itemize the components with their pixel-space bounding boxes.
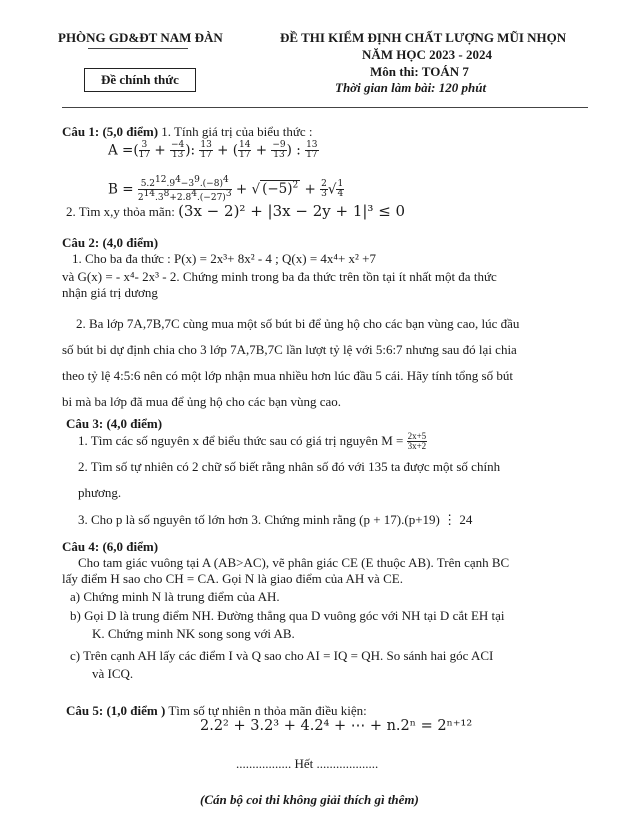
q4-intro-line2: lấy điểm H sao cho CH = CA. Gọi N là giao điểm của AH và CE. bbox=[62, 571, 403, 586]
q2-p1-line1: 1. Cho ba đa thức : P(x) = 2x³+ 8x² - 4 ; Q(x) = 4x⁴+ x² +7 bbox=[72, 251, 377, 266]
header-divider bbox=[62, 107, 588, 108]
q4-part-b-line2: K. Chứng minh NK song song với AB. bbox=[92, 626, 295, 641]
q3-title: Câu 3: (4,0 điểm) bbox=[66, 416, 163, 431]
q3-m-numerator: 2x+5 bbox=[407, 431, 427, 441]
q2-p2-line4: bi mà ba lớp đã mua để ủng hộ cho các bạn vùng cao. bbox=[62, 394, 342, 409]
q2-p2-line2: số bút bi dự định chia cho 3 lớp 7A,7B,7C lần lượt tỷ lệ với 5:6:7 nhưng sau đó lại chia bbox=[62, 342, 517, 357]
q1-part2 bbox=[66, 202, 405, 220]
q4-part-c-line2: và ICQ. bbox=[92, 666, 134, 681]
department-underline bbox=[88, 48, 188, 49]
q1-expression-b: B = $\frac{5.2^{12}.9^4-3^9.(-8)^4}{2^{14}.3^8+2.8^4.(-27)^3}$ + √ $(-5)^2$ + $\frac{2}{3}$ √ $\frac{1}{4}$ bbox=[108, 175, 344, 204]
q1-b-label: B = bbox=[108, 181, 134, 198]
q3-m-fraction bbox=[407, 432, 428, 452]
q1-part1: 1. Tính giá trị của biểu thức : bbox=[161, 124, 313, 139]
q4-title: Câu 4: (6,0 điểm) bbox=[62, 539, 159, 554]
exam-subject: Môn thi: TOÁN 7 bbox=[370, 64, 469, 79]
q1-title: Câu 1: (5,0 điểm) bbox=[62, 124, 159, 139]
q1-expression-a: A =( $\frac{3}{17}$ + $\frac{-4}{13}$ ): $\frac{13}{17}$ + ( $\frac{14}{17}$ + $\frac{-9}{13}$ ) : $\frac{13}{17}$ bbox=[108, 140, 318, 161]
q1-line bbox=[62, 124, 313, 140]
q3-p2-line2: phương. bbox=[78, 485, 122, 500]
exam-duration: Thời gian làm bài: 120 phút bbox=[335, 80, 487, 95]
q2-p2-line1: 2. Ba lớp 7A,7B,7C cùng mua một số bút bi để ủng hộ cho các bạn vùng cao, lúc đầu bbox=[76, 316, 520, 331]
school-year: NĂM HỌC 2023 - 2024 bbox=[362, 47, 492, 62]
q5-title: Câu 5: (1,0 điểm ) bbox=[66, 703, 166, 718]
q1-part2-expr: (3x − 2)² + |3x − 2y + 1|³ ≤ 0 bbox=[178, 202, 406, 220]
q3-m-denominator: 3x+2 bbox=[407, 441, 427, 452]
q5-expression: 2.2² + 3.2³ + 4.2⁴ + ⋯ + n.2ⁿ = 2ⁿ⁺¹² bbox=[200, 718, 473, 734]
q4-part-a: a) Chứng minh N là trung điểm của AH. bbox=[70, 589, 280, 604]
q1-a-label: A = bbox=[108, 142, 134, 159]
q2-p2-line3: theo tỷ lệ 4:5:6 nên có một lớp nhận mua nhiều hơn lúc đầu 5 cái. Hãy tính tổng số bút bbox=[62, 368, 513, 383]
q4-part-c-line1: c) Trên cạnh AH lấy các điểm I và Q sao cho AI = IQ = QH. So sánh hai góc ACI bbox=[70, 648, 494, 663]
q5-text: Tìm số tự nhiên n thỏa mãn điều kiện: bbox=[168, 703, 367, 718]
department-name: PHÒNG GD&ĐT NAM ĐÀN bbox=[58, 30, 223, 45]
q3-p3: 3. Cho p là số nguyên tố lớn hơn 3. Chứng minh rằng (p + 17).(p+19) ⋮ 24 bbox=[78, 512, 473, 527]
q2-p1-line3: nhận giá trị dương bbox=[62, 285, 158, 300]
q3-p2-line1: 2. Tìm số tự nhiên có 2 chữ số biết rằng nhân số đó với 135 ta được một số chính bbox=[78, 459, 501, 474]
q5-line bbox=[66, 703, 367, 719]
q4-part-b-line1: b) Gọi D là trung điểm NH. Đường thẳng qua D vuông góc với NH tại D cắt EH tại bbox=[70, 608, 505, 623]
q3-p1-text: 1. Tìm các số nguyên x để biểu thức sau có giá trị nguyên M = bbox=[78, 432, 404, 448]
proctor-note: (Cán bộ coi thi không giải thích gì thêm) bbox=[200, 792, 419, 807]
q1-part2-text: 2. Tìm x,y thỏa mãn: bbox=[66, 204, 175, 219]
q2-title: Câu 2: (4,0 điểm) bbox=[62, 235, 159, 250]
exam-title: ĐỀ THI KIỂM ĐỊNH CHẤT LƯỢNG MŨI NHỌN bbox=[280, 30, 567, 45]
q4-intro-line1: Cho tam giác vuông tại A (AB>AC), vẽ phân giác CE (E thuộc AB). Trên cạnh BC bbox=[78, 555, 510, 570]
end-marker: ................. Hết ................... bbox=[236, 756, 379, 771]
q2-p1-line2: và G(x) = - x⁴- 2x³ - 2. Chứng minh trong ba đa thức trên tồn tại ít nhất một đa thức bbox=[62, 269, 497, 284]
q3-p1 bbox=[78, 432, 427, 452]
official-label: Đề chính thức bbox=[84, 68, 196, 92]
